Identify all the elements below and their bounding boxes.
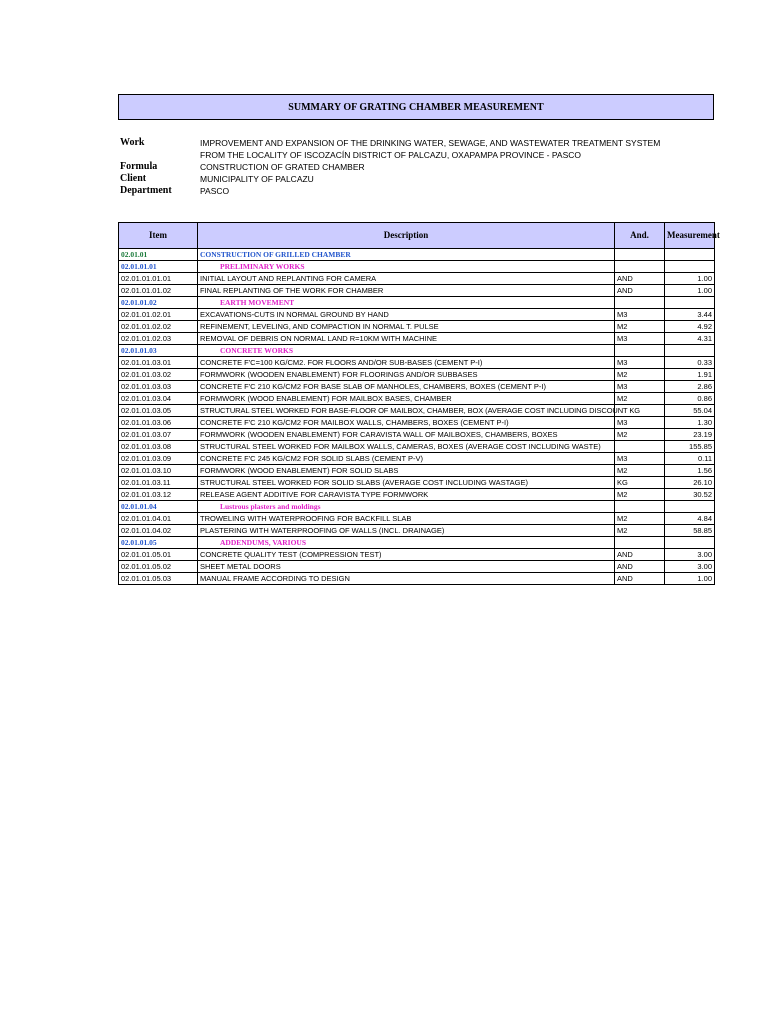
description-cell: STRUCTURAL STEEL WORKED FOR SOLID SLABS (AVERAGE COST INCLUDING WASTAGE) (198, 477, 615, 489)
unit-cell: M2 (615, 465, 665, 477)
measurement-cell: 1.00 (665, 285, 715, 297)
item-code-cell: 02.01.01.03.01 (119, 357, 198, 369)
description-cell: CONCRETE F'C=100 KG/CM2. FOR FLOORS AND/OR SUB-BASES (CEMENT P-I) (198, 357, 615, 369)
item-code-cell: 02.01.01.03.11 (119, 477, 198, 489)
measurement-cell (665, 345, 715, 357)
table-row (119, 489, 715, 501)
unit-cell: M3 (615, 381, 665, 393)
unit-cell: M2 (615, 321, 665, 333)
item-code-cell: 02.01.01.02.03 (119, 333, 198, 345)
item-code-cell: 02.01.01.03.08 (119, 441, 198, 453)
table-row (119, 381, 715, 393)
table-row (119, 405, 715, 417)
item-code-cell: 02.01.01.03.06 (119, 417, 198, 429)
header-measurement: Measurement (665, 223, 715, 249)
item-code-cell: 02.01.01.01.01 (119, 273, 198, 285)
measurement-cell: 0.86 (665, 393, 715, 405)
department-row (120, 185, 720, 197)
description-cell: EARTH MOVEMENT (198, 297, 615, 309)
header-description: Description (198, 223, 615, 249)
table-row (119, 261, 715, 273)
measurement-cell: 1.00 (665, 273, 715, 285)
description-cell: CONSTRUCTION OF GRILLED CHAMBER (198, 249, 615, 261)
unit-cell: M2 (615, 489, 665, 501)
item-code-cell: 02.01.01.03.12 (119, 489, 198, 501)
unit-cell: AND (615, 573, 665, 585)
unit-cell: M3 (615, 333, 665, 345)
unit-cell: AND (615, 561, 665, 573)
table-row (119, 273, 715, 285)
description-cell: INITIAL LAYOUT AND REPLANTING FOR CAMERA (198, 273, 615, 285)
client-value: MUNICIPALITY OF PALCAZU (200, 174, 314, 184)
table-row (119, 357, 715, 369)
measurement-cell: 1.00 (665, 573, 715, 585)
table-header-row (119, 223, 715, 249)
measurement-cell (665, 261, 715, 273)
measurement-cell: 0.11 (665, 453, 715, 465)
table-row (119, 249, 715, 261)
measurement-cell: 1.30 (665, 417, 715, 429)
table-row (119, 345, 715, 357)
unit-cell (615, 345, 665, 357)
measurement-cell: 0.33 (665, 357, 715, 369)
unit-cell: M3 (615, 453, 665, 465)
item-code-cell: 02.01.01 (119, 249, 198, 261)
description-cell: STRUCTURAL STEEL WORKED FOR MAILBOX WALLS, CAMERAS, BOXES (AVERAGE COST INCLUDING WASTE) (198, 441, 615, 453)
unit-cell (615, 297, 665, 309)
work-label: Work (120, 137, 145, 148)
measurement-cell: 3.00 (665, 549, 715, 561)
description-cell: CONCRETE F'C 245 KG/CM2 FOR SOLID SLABS (CEMENT P-V) (198, 453, 615, 465)
table-row (119, 573, 715, 585)
work-row (120, 137, 720, 161)
item-code-cell: 02.01.01.03.10 (119, 465, 198, 477)
description-cell: FORMWORK (WOODEN ENABLEMENT) FOR CARAVISTA WALL OF MAILBOXES, CHAMBERS, BOXES (198, 429, 615, 441)
item-code-cell: 02.01.01.04 (119, 501, 198, 513)
description-cell: REFINEMENT, LEVELING, AND COMPACTION IN NORMAL T. PULSE (198, 321, 615, 333)
work-value (200, 137, 660, 161)
description-cell: PRELIMINARY WORKS (198, 261, 615, 273)
measurement-cell: 155.85 (665, 441, 715, 453)
table-row (119, 525, 715, 537)
work-line-2: FROM THE LOCALITY OF ISCOZACÍN DISTRICT OF PALCAZU, OXAPAMPA PROVINCE - PASCO (200, 150, 581, 160)
measurement-cell: 2.86 (665, 381, 715, 393)
unit-cell (615, 441, 665, 453)
formula-value: CONSTRUCTION OF GRATED CHAMBER (200, 162, 365, 172)
measurement-cell: 4.31 (665, 333, 715, 345)
table-row (119, 441, 715, 453)
table-row (119, 537, 715, 549)
unit-cell: M2 (615, 429, 665, 441)
measurement-cell: 1.91 (665, 369, 715, 381)
measurement-cell (665, 501, 715, 513)
unit-cell: AND (615, 285, 665, 297)
client-label: Client (120, 173, 147, 184)
header-item: Item (119, 223, 198, 249)
measurement-cell: 58.85 (665, 525, 715, 537)
item-code-cell: 02.01.01.03.07 (119, 429, 198, 441)
client-row (120, 173, 720, 185)
table-row (119, 561, 715, 573)
measurement-cell: 4.92 (665, 321, 715, 333)
table-row (119, 477, 715, 489)
measurement-cell: 30.52 (665, 489, 715, 501)
description-cell: SHEET METAL DOORS (198, 561, 615, 573)
table-row (119, 417, 715, 429)
unit-cell: M3 (615, 357, 665, 369)
measurement-cell (665, 249, 715, 261)
table-row (119, 549, 715, 561)
description-cell: CONCRETE F'C 210 KG/CM2 FOR BASE SLAB OF MANHOLES, CHAMBERS, BOXES (CEMENT P-I) (198, 381, 615, 393)
table-row (119, 429, 715, 441)
item-code-cell: 02.01.01.04.02 (119, 525, 198, 537)
department-label: Department (120, 185, 172, 196)
item-code-cell: 02.01.01.01.02 (119, 285, 198, 297)
item-code-cell: 02.01.01.03 (119, 345, 198, 357)
unit-cell: M2 (615, 525, 665, 537)
unit-cell: AND (615, 549, 665, 561)
measurement-cell: 3.44 (665, 309, 715, 321)
header-unit: And. (615, 223, 665, 249)
item-code-cell: 02.01.01.05.03 (119, 573, 198, 585)
description-cell: TROWELING WITH WATERPROOFING FOR BACKFILL SLAB (198, 513, 615, 525)
table-row (119, 309, 715, 321)
item-code-cell: 02.01.01.04.01 (119, 513, 198, 525)
description-cell: FINAL REPLANTING OF THE WORK FOR CHAMBER (198, 285, 615, 297)
table-row (119, 285, 715, 297)
measurement-cell: 1.56 (665, 465, 715, 477)
unit-cell: AND (615, 273, 665, 285)
measurement-cell (665, 297, 715, 309)
item-code-cell: 02.01.01.02.01 (119, 309, 198, 321)
item-code-cell: 02.01.01.03.04 (119, 393, 198, 405)
table-row (119, 369, 715, 381)
item-code-cell: 02.01.01.03.02 (119, 369, 198, 381)
table-row (119, 297, 715, 309)
report-title: SUMMARY OF GRATING CHAMBER MEASUREMENT (118, 94, 714, 120)
item-code-cell: 02.01.01.05.01 (119, 549, 198, 561)
measurement-cell: 23.19 (665, 429, 715, 441)
description-cell: RELEASE AGENT ADDITIVE FOR CARAVISTA TYPE FORMWORK (198, 489, 615, 501)
table-body (119, 249, 715, 585)
item-code-cell: 02.01.01.05 (119, 537, 198, 549)
table-row (119, 393, 715, 405)
description-cell: FORMWORK (WOOD ENABLEMENT) FOR SOLID SLABS (198, 465, 615, 477)
item-code-cell: 02.01.01.05.02 (119, 561, 198, 573)
description-cell: REMOVAL OF DEBRIS ON NORMAL LAND R=10KM WITH MACHINE (198, 333, 615, 345)
work-line-1: IMPROVEMENT AND EXPANSION OF THE DRINKING WATER, SEWAGE, AND WASTEWATER TREATMENT SYSTEM (200, 138, 661, 148)
table-row (119, 333, 715, 345)
description-cell: MANUAL FRAME ACCORDING TO DESIGN (198, 573, 615, 585)
description-cell: STRUCTURAL STEEL WORKED FOR BASE-FLOOR OF MAILBOX, CHAMBER, BOX (AVERAGE COST INCLUDING DISCOUNT KG (198, 405, 615, 417)
description-cell: FORMWORK (WOOD ENABLEMENT) FOR MAILBOX BASES, CHAMBER (198, 393, 615, 405)
description-cell: CONCRETE QUALITY TEST (COMPRESSION TEST) (198, 549, 615, 561)
table-row (119, 465, 715, 477)
formula-row (120, 161, 720, 173)
table-row (119, 501, 715, 513)
description-cell: FORMWORK (WOODEN ENABLEMENT) FOR FLOORINGS AND/OR SUBBASES (198, 369, 615, 381)
table-row (119, 513, 715, 525)
description-cell: EXCAVATIONS-CUTS IN NORMAL GROUND BY HAND (198, 309, 615, 321)
item-code-cell: 02.01.01.01 (119, 261, 198, 273)
unit-cell: M3 (615, 309, 665, 321)
department-value: PASCO (200, 186, 230, 196)
item-code-cell: 02.01.01.02 (119, 297, 198, 309)
measurement-cell: 55.04 (665, 405, 715, 417)
description-cell: ADDENDUMS, VARIOUS (198, 537, 615, 549)
measurement-cell: 26.10 (665, 477, 715, 489)
formula-label: Formula (120, 161, 158, 172)
unit-cell: M2 (615, 369, 665, 381)
unit-cell: M2 (615, 393, 665, 405)
unit-cell: M3 (615, 417, 665, 429)
description-cell: PLASTERING WITH WATERPROOFING OF WALLS (INCL. DRAINAGE) (198, 525, 615, 537)
unit-cell: KG (615, 477, 665, 489)
item-code-cell: 02.01.01.03.05 (119, 405, 198, 417)
measurement-cell: 3.00 (665, 561, 715, 573)
item-code-cell: 02.01.01.02.02 (119, 321, 198, 333)
project-info (120, 137, 720, 197)
description-cell: CONCRETE WORKS (198, 345, 615, 357)
measurement-table (118, 222, 720, 585)
unit-cell (615, 501, 665, 513)
description-cell: CONCRETE F'C 210 KG/CM2 FOR MAILBOX WALLS, CHAMBERS, BOXES (CEMENT P-I) (198, 417, 615, 429)
unit-cell (615, 261, 665, 273)
item-code-cell: 02.01.01.03.03 (119, 381, 198, 393)
unit-cell (615, 537, 665, 549)
measurement-cell: 4.84 (665, 513, 715, 525)
unit-cell: M2 (615, 513, 665, 525)
unit-cell (615, 249, 665, 261)
measurement-cell (665, 537, 715, 549)
table-row (119, 321, 715, 333)
item-code-cell: 02.01.01.03.09 (119, 453, 198, 465)
description-cell: Lustrous plasters and moldings (198, 501, 615, 513)
table-row (119, 453, 715, 465)
